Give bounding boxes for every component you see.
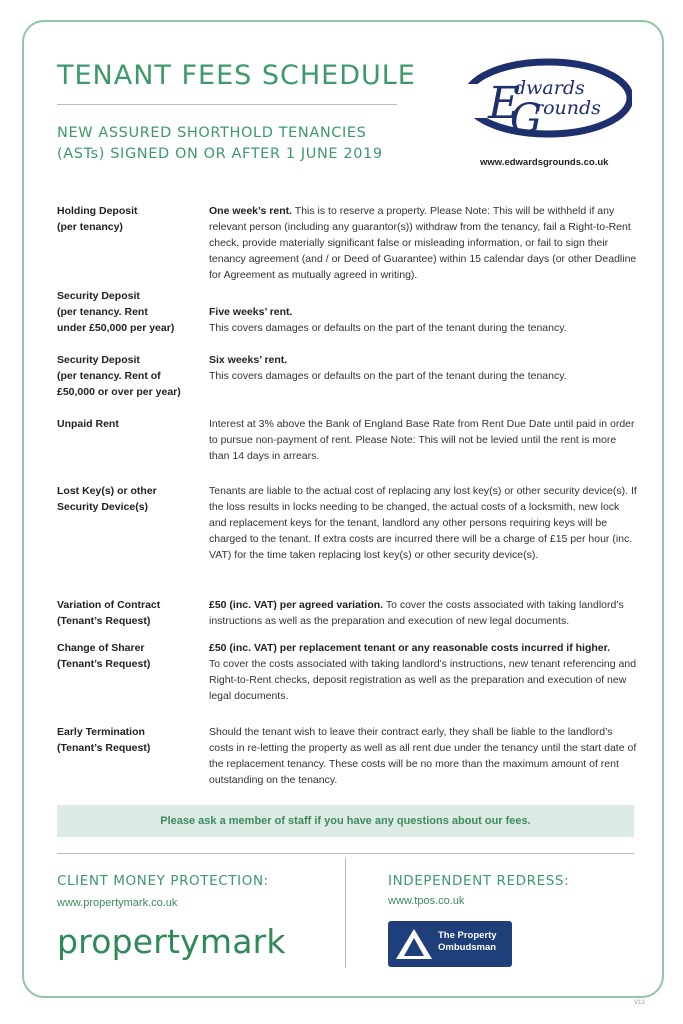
fees-table: [57, 203, 637, 790]
fee-description: Should the tenant wish to leave their contract early, they shall be liable to the landlord’s costs in re-letting the property as well as all rent due under the tenancy until the start date of the replacement tenancy. These costs will be no more than the maximum amount of rent outstanding on the tenancy.: [209, 726, 637, 786]
cmp-heading: CLIENT MONEY PROTECTION:: [57, 873, 269, 889]
subtitle-line-2: (ASTs) SIGNED ON OR AFTER 1 JUNE 2019: [57, 146, 383, 162]
footer-column-divider: [345, 858, 346, 968]
fee-label: Change of Sharer (Tenant’s Request): [57, 642, 151, 670]
company-website[interactable]: www.edwardsgrounds.co.uk: [480, 157, 609, 168]
tpos-link[interactable]: www.tpos.co.uk: [388, 895, 465, 907]
fee-row-lost-keys: [57, 483, 637, 597]
fee-row-early-termination: [57, 724, 637, 790]
page-title: TENANT FEES SCHEDULE: [57, 60, 416, 91]
logo-text-1: dwards: [514, 77, 585, 99]
fee-description: £50 (inc. VAT) per replacement tenant or any reasonable costs incurred if higher. To cover the costs associated with taking landlord’s instructions, new tenant referencing and Right-to-Rent checks, deposit registration as well as the preparation and execution of new legal documents.: [209, 642, 637, 702]
propertymark-link[interactable]: www.propertymark.co.uk: [57, 897, 178, 909]
fee-row-security-deposit-over: [57, 352, 637, 416]
fee-description: Six weeks’ rent. This covers damages or defaults on the part of the tenant during the tenancy.: [209, 354, 567, 382]
fee-label: Unpaid Rent: [57, 418, 119, 430]
fee-row-holding-deposit: [57, 203, 637, 288]
property-ombudsman-logo: [388, 921, 512, 967]
logo-text-2: rounds: [534, 97, 601, 119]
fee-description: Five weeks’ rent. This covers damages or defaults on the part of the tenant during the tenancy.: [209, 306, 567, 334]
fee-description: £50 (inc. VAT) per agreed variation. To cover the costs associated with taking landlord’s instructions as well as the preparation and execution of new legal documents.: [209, 599, 624, 627]
fee-row-security-deposit-under: [57, 288, 637, 352]
fee-row-variation-of-contract: [57, 597, 637, 640]
edwards-grounds-logo: [462, 58, 632, 140]
fee-label: Security Deposit (per tenancy. Rent under £50,000 per year): [57, 290, 175, 334]
tpo-line-2: Ombudsman: [438, 942, 497, 953]
fee-label: Variation of Contract (Tenant’s Request): [57, 599, 161, 627]
redress-heading: INDEPENDENT REDRESS:: [388, 873, 570, 889]
footer-divider: [57, 853, 634, 854]
fee-label: Early Termination (Tenant’s Request): [57, 726, 151, 754]
ombudsman-triangle-icon: [394, 926, 434, 962]
questions-banner: Please ask a member of staff if you have any questions about our fees.: [57, 805, 634, 837]
tpo-line-1: The Property: [438, 930, 497, 941]
fee-row-change-of-sharer: [57, 640, 637, 724]
fee-description: One week’s rent. This is to reserve a property. Please Note: This will be withheld if any relevant person (including any guarantor(s)) withdraw from the tenancy, fail a Right-to-Rent check, provide materially significant false or misleading information, or fail to sign their tenancy agreement (and / or Deed of Guarantee) within 15 calendar days (or other Deadline for Agreement as mutually agreed in writing).: [209, 205, 637, 281]
version-label: V13: [634, 1000, 645, 1006]
propertymark-logo: propertymark: [57, 922, 286, 961]
page-subtitle: [57, 123, 383, 165]
title-divider: [57, 104, 397, 105]
fee-label: Holding Deposit (per tenancy): [57, 205, 138, 233]
svg-text:G: G: [510, 96, 542, 140]
fee-label: Lost Key(s) or other Security Device(s): [57, 485, 157, 513]
fee-description: Tenants are liable to the actual cost of replacing any lost key(s) or other security device(s). If the loss results in locks needing to be changed, the actual costs of a locksmith, new lock and replacement keys for the tenant, landlord any other persons requiring keys will be charged to the tenant. If extra costs are incurred there will be a charge of £15 per hour (inc. VAT) for the time taken replacing lost key(s) or other security device(s).: [209, 485, 637, 561]
fee-row-unpaid-rent: [57, 416, 637, 483]
fee-description: Interest at 3% above the Bank of England Base Rate from Rent Due Date until paid in order to pursue non-payment of rent. Please Note: This will not be levied until the rent is more than 14 days in arrears.: [209, 418, 635, 462]
subtitle-line-1: NEW ASSURED SHORTHOLD TENANCIES: [57, 125, 367, 141]
svg-text:E: E: [488, 78, 521, 129]
fee-label: Security Deposit (per tenancy. Rent of £50,000 or over per year): [57, 354, 181, 398]
